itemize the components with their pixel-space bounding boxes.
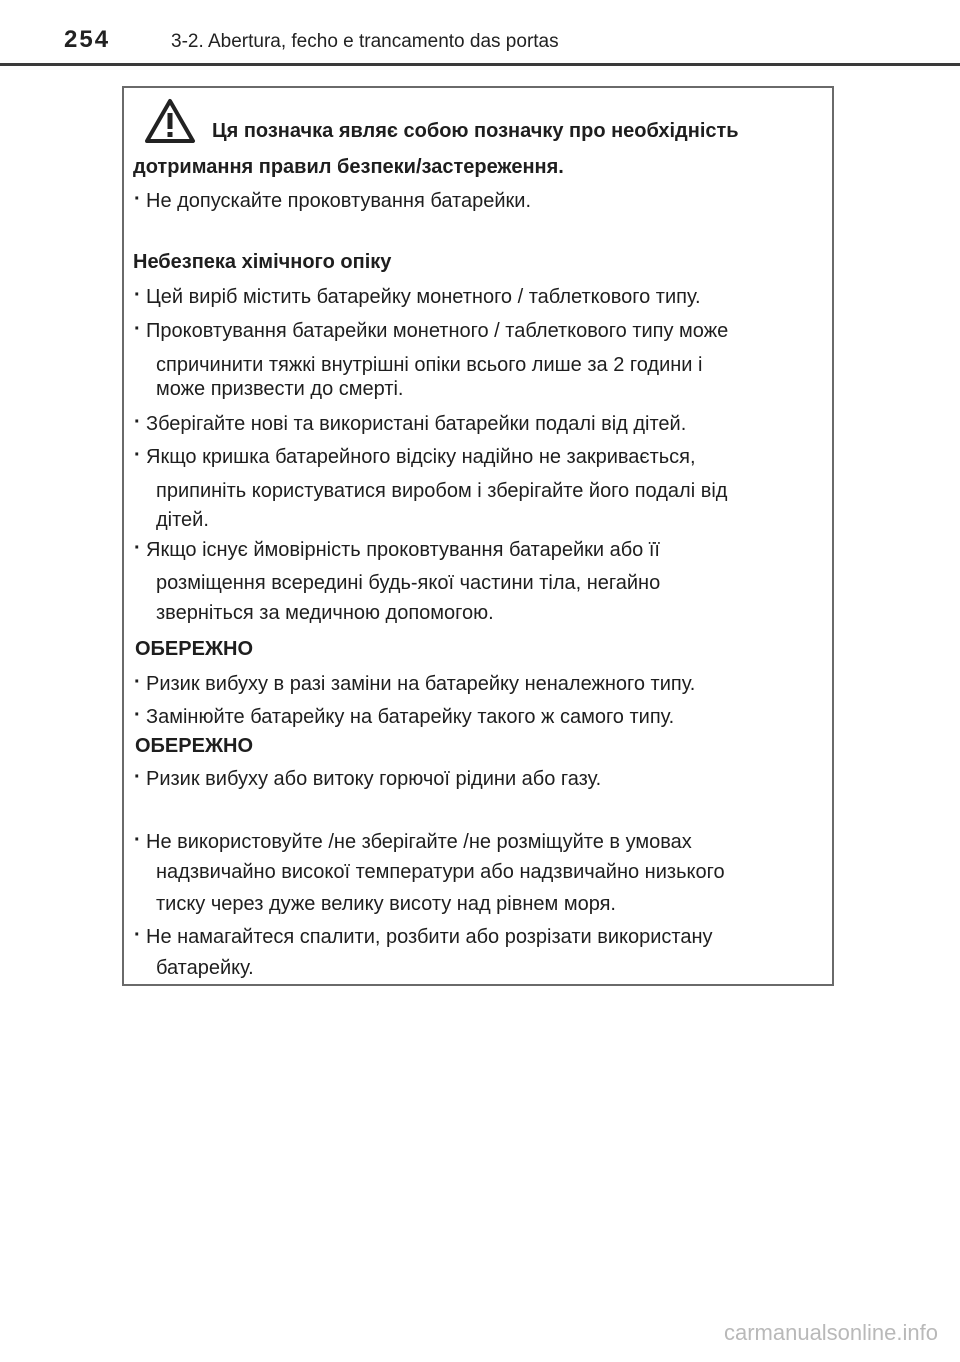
bullet-mark: · — [134, 924, 141, 946]
chemical-burn-heading: Небезпека хімічного опіку — [133, 251, 392, 273]
bullet-mark: · — [134, 411, 141, 433]
bullet-mark: · — [134, 829, 141, 851]
bullet-mark: · — [134, 671, 141, 693]
bullet-mark: · — [134, 318, 141, 340]
chem-bullet-2-line2: спричинити тяжкі внутрішні опіки всього лише за 2 години і — [156, 354, 703, 376]
bullet-mark: · — [134, 284, 141, 306]
caution1-bullet-2: Замінюйте батарейку на батарейку такого ж самого типу. — [146, 706, 675, 728]
caution-heading-2: ОБЕРЕЖНО — [135, 735, 254, 757]
chem-bullet-3: Зберігайте нові та використані батарейки подалі від дітей. — [146, 413, 687, 435]
page-number: 254 — [64, 26, 111, 53]
page-header — [0, 0, 960, 68]
section-title: 3-2. Abertura, fecho e trancamento das portas — [171, 31, 559, 52]
caution2-bullet-2-line1: Не використовуйте /не зберігайте /не розміщуйте в умовах — [146, 831, 692, 853]
chem-bullet-5-line2: розміщення всередині будь-якої частини тіла, негайно — [156, 572, 661, 594]
bullet-mark: · — [134, 537, 141, 559]
warning-triangle-icon — [144, 98, 196, 144]
header-divider — [0, 63, 960, 66]
chem-bullet-5-line1: Якщо існує ймовірність проковтування батарейки або її — [146, 539, 660, 561]
chem-bullet-4-line2: припиніть користуватися виробом і зберігайте його подалі від — [156, 480, 728, 502]
chem-bullet-1: Цей виріб містить батарейку монетного / таблеткового типу. — [146, 286, 701, 308]
caution1-bullet-1: Ризик вибуху в разі заміни на батарейку неналежного типу. — [146, 673, 696, 695]
notice-intro-line1: Ця позначка являє собою позначку про необхідність — [212, 120, 739, 142]
caution-heading-1: ОБЕРЕЖНО — [135, 638, 254, 660]
chem-bullet-4-line1: Якщо кришка батарейного відсіку надійно не закривається, — [146, 446, 696, 468]
bullet-mark: · — [134, 704, 141, 726]
caution2-bullet-3-line1: Не намагайтеся спалити, розбити або розрізати використану — [146, 926, 713, 948]
bullet-mark: · — [134, 766, 141, 788]
caution2-bullet-2-line3: тиску через дуже велику висоту над рівнем моря. — [156, 893, 616, 915]
chem-bullet-4-line3: дітей. — [156, 509, 209, 531]
caution2-bullet-2-line2: надзвичайно високої температури або надзвичайно низького — [156, 861, 725, 883]
bullet-mark: · — [134, 444, 141, 466]
chem-bullet-2-line1: Проковтування батарейки монетного / таблеткового типу може — [146, 320, 729, 342]
caution2-bullet-1: Ризик вибуху або витоку горючої рідини або газу. — [146, 768, 602, 790]
chem-bullet-2-line3: може призвести до смерті. — [156, 378, 404, 400]
chem-bullet-5-line3: зверніться за медичною допомогою. — [156, 602, 494, 624]
notice-intro-line2: дотримання правил безпеки/застереження. — [133, 156, 564, 178]
bullet-no-swallow: Не допускайте проковтування батарейки. — [146, 190, 531, 212]
caution2-bullet-3-line2: батарейку. — [156, 957, 254, 979]
bullet-mark: · — [134, 188, 141, 210]
site-watermark: carmanualsonline.info — [723, 1320, 938, 1345]
